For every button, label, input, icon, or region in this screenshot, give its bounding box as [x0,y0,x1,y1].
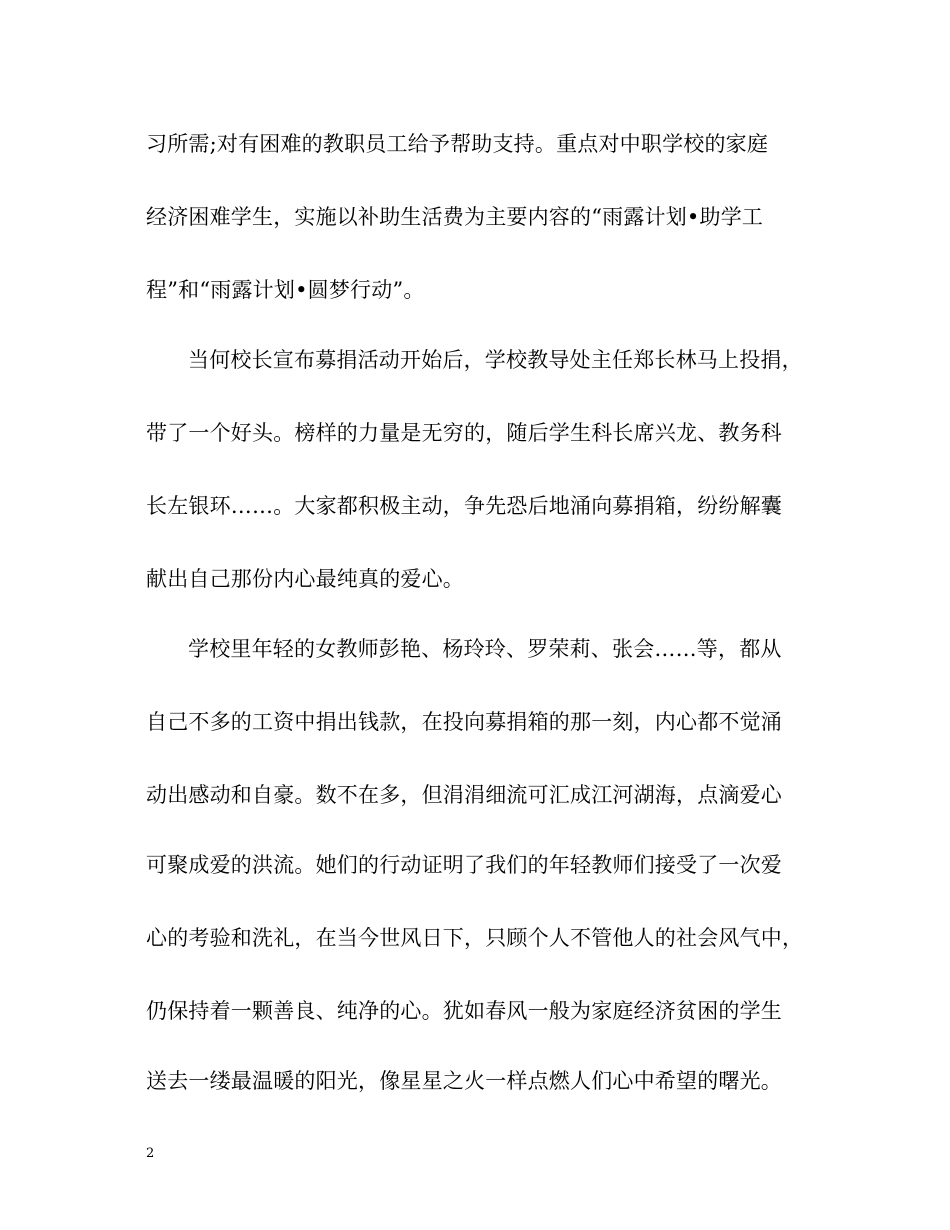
text-line-13: 仍保持着一颗善良、纯净的心。犹如春风一般为家庭经济贫困的学生 [146,999,782,1023]
text-line-3: 程”和“雨露计划•圆梦行动”。 [146,278,425,302]
text-line-6: 长左银环……。大家都积极主动，争先恐后地涌向募捐箱，纷纷解囊 [146,494,782,518]
text-line-4: 当何校长宣布募捐活动开始后，学校教导处主任郑长林马上投捐， [188,348,803,372]
text-line-1: 习所需;对有困难的教职员工给予帮助支持。重点对中职学校的家庭 [146,132,769,156]
text-line-7: 献出自己那份内心最纯真的爱心。 [146,567,464,591]
text-line-11: 可聚成爱的洪流。她们的行动证明了我们的年轻教师们接受了一次爱 [146,853,782,877]
text-line-8: 学校里年轻的女教师彭艳、杨玲玲、罗荣莉、张会……等，都从 [188,637,782,661]
text-line-5: 带了一个好头。榜样的力量是无穷的，随后学生科长席兴龙、教务科 [146,421,782,445]
text-line-14: 送去一缕最温暖的阳光，像星星之火一样点燃人们心中希望的曙光。 [146,1069,782,1093]
text-line-12: 心的考验和洗礼，在当今世风日下，只顾个人不管他人的社会风气中， [146,926,804,950]
text-line-2: 经济困难学生，实施以补助生活费为主要内容的“雨露计划•助学工 [146,205,764,229]
text-line-9: 自己不多的工资中捐出钱款，在投向募捐箱的那一刻，内心都不觉涌 [146,710,782,734]
page-number: 2 [146,1146,155,1161]
text-line-10: 动出感动和自豪。数不在多，但涓涓细流可汇成江河湖海，点滴爱心 [146,783,782,807]
